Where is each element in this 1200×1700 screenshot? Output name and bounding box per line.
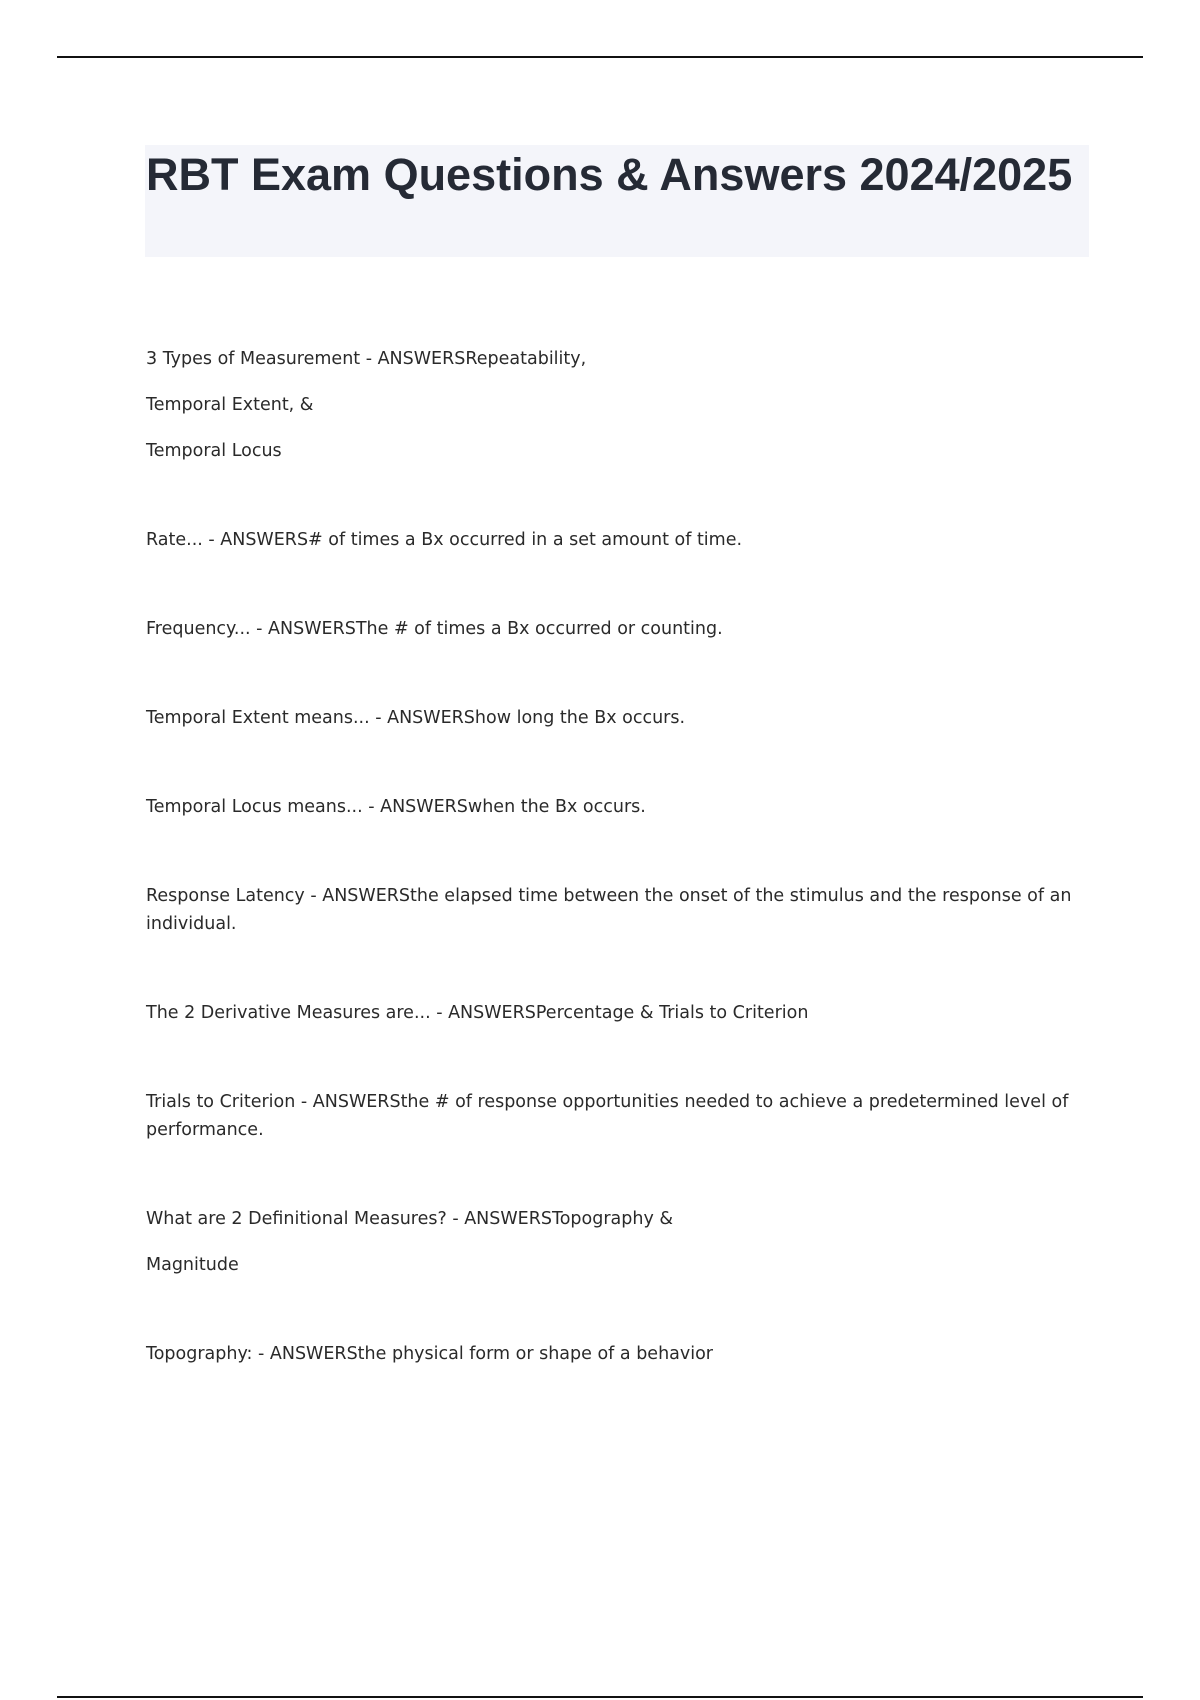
qa-line: Temporal Extent, & [146,395,314,415]
qa-item [146,345,1096,465]
qa-item [146,999,1096,1027]
qa-line: Rate... - ANSWERS# of times a Bx occurred in a set amount of time. [146,530,743,550]
qa-line: Temporal Locus means... - ANSWERSwhen the Bx occurs. [146,797,646,817]
qa-line: Magnitude [146,1255,239,1275]
qa-line: Trials to Criterion - ANSWERSthe # of response opportunities needed to achieve a predetermined level of performance. [146,1092,1069,1140]
qa-item [146,1205,1096,1279]
qa-item [146,615,1096,643]
qa-item [146,1340,1096,1368]
qa-item [146,704,1096,732]
qa-line: Topography: - ANSWERSthe physical form or shape of a behavior [146,1344,713,1364]
qa-item [146,526,1096,554]
qa-item [146,1088,1096,1144]
qa-line: What are 2 Definitional Measures? - ANSWERSTopography & [146,1209,674,1229]
qa-line: 3 Types of Measurement - ANSWERSRepeatability, [146,349,587,369]
document-title: RBT Exam Questions & Answers 2024/2025 [146,149,1073,200]
bottom-rule [57,1696,1143,1698]
qa-line: Temporal Locus [146,441,282,461]
qa-line: Response Latency - ANSWERSthe elapsed time between the onset of the stimulus and the response of an individual. [146,886,1072,934]
qa-line: Frequency... - ANSWERSThe # of times a Bx occurred or counting. [146,619,723,639]
qa-item [146,882,1096,938]
top-rule [57,56,1143,58]
qa-list [146,345,1096,1429]
qa-line: The 2 Derivative Measures are... - ANSWERSPercentage & Trials to Criterion [146,1003,809,1023]
qa-line: Temporal Extent means... - ANSWERShow long the Bx occurs. [146,708,686,728]
qa-item [146,793,1096,821]
